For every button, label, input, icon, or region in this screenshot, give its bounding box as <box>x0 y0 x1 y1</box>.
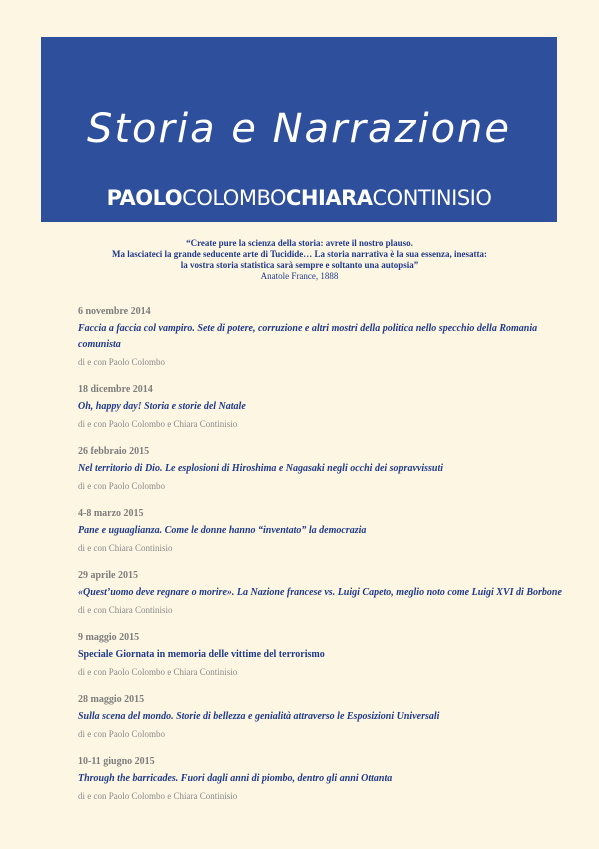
event-date: 26 febbraio 2015 <box>78 446 150 457</box>
event-title: Speciale Giornata in memoria delle vittime del terrorismo <box>78 649 325 660</box>
event-item <box>78 508 568 554</box>
title-banner <box>41 37 557 222</box>
event-credit: di e con Paolo Colombo <box>78 729 165 739</box>
quote-attribution: Anatole France, 1888 <box>260 271 339 281</box>
event-item <box>78 632 568 678</box>
author2-last-name: CONTINISIO <box>372 186 492 210</box>
event-title: Pane e uguaglianza. Come le donne hanno “inventato” la democrazia <box>78 525 367 536</box>
event-credit: di e con Paolo Colombo e Chiara Continisio <box>78 791 238 801</box>
event-date: 18 dicembre 2014 <box>78 384 153 395</box>
event-date: 28 maggio 2015 <box>78 694 145 705</box>
event-credit: di e con Paolo Colombo e Chiara Continisio <box>78 667 238 677</box>
event-list <box>78 306 568 802</box>
event-credit: di e con Paolo Colombo e Chiara Continisio <box>78 419 238 429</box>
author2-first-name: CHIARA <box>286 186 373 210</box>
quote-line: Ma lasciateci la grande seducente arte di Tucidide… La storia narrativa è la sua essenza, inesatta: <box>112 249 487 259</box>
event-item <box>78 694 568 740</box>
event-title: Oh, happy day! Storia e storie del Natale <box>78 401 246 412</box>
event-item <box>78 756 568 802</box>
epigraph-quote <box>0 238 599 282</box>
quote-line: “Create pure la scienza della storia: avrete il nostro plauso. <box>186 238 413 248</box>
event-title: Through the barricades. Fuori dagli anni di piombo, dentro gli anni Ottanta <box>78 773 393 784</box>
event-item <box>78 446 568 492</box>
page-title: Storia e Narrazione <box>86 106 512 152</box>
quote-line: la vostra storia statistica sarà sempre e soltanto una autopsia” <box>180 260 419 270</box>
event-credit: di e con Chiara Continisio <box>78 543 173 553</box>
event-date: 10-11 giugno 2015 <box>78 756 155 767</box>
event-item <box>78 570 568 616</box>
event-credit: di e con Paolo Colombo <box>78 481 165 491</box>
author1-first-name: PAOLO <box>106 186 183 210</box>
event-item <box>78 306 568 368</box>
event-date: 9 maggio 2015 <box>78 632 140 643</box>
event-credit: di e con Paolo Colombo <box>78 357 165 367</box>
event-title: «Quest’uomo deve regnare o morire». La Nazione francese vs. Luigi Capeto, meglio noto come Luigi XVI di Borbone <box>78 587 562 598</box>
author1-last-name: COLOMBO <box>182 186 287 210</box>
event-date: 29 aprile 2015 <box>78 570 138 581</box>
event-item <box>78 384 568 430</box>
event-title: Nel territorio di Dio. Le esplosioni di Hiroshima e Nagasaki negli occhi dei sopravvissuti <box>78 463 444 474</box>
event-credit: di e con Chiara Continisio <box>78 605 173 615</box>
authors-line <box>41 188 557 209</box>
event-date: 4-8 marzo 2015 <box>78 508 144 519</box>
event-title: Faccia a faccia col vampiro. Sete di potere, corruzione e altri mostri della politica nello specchio della Romania comunista <box>78 323 538 350</box>
event-title: Sulla scena del mondo. Storie di bellezza e genialità attraverso le Esposizioni Universali <box>78 711 440 722</box>
event-date: 6 novembre 2014 <box>78 306 151 317</box>
